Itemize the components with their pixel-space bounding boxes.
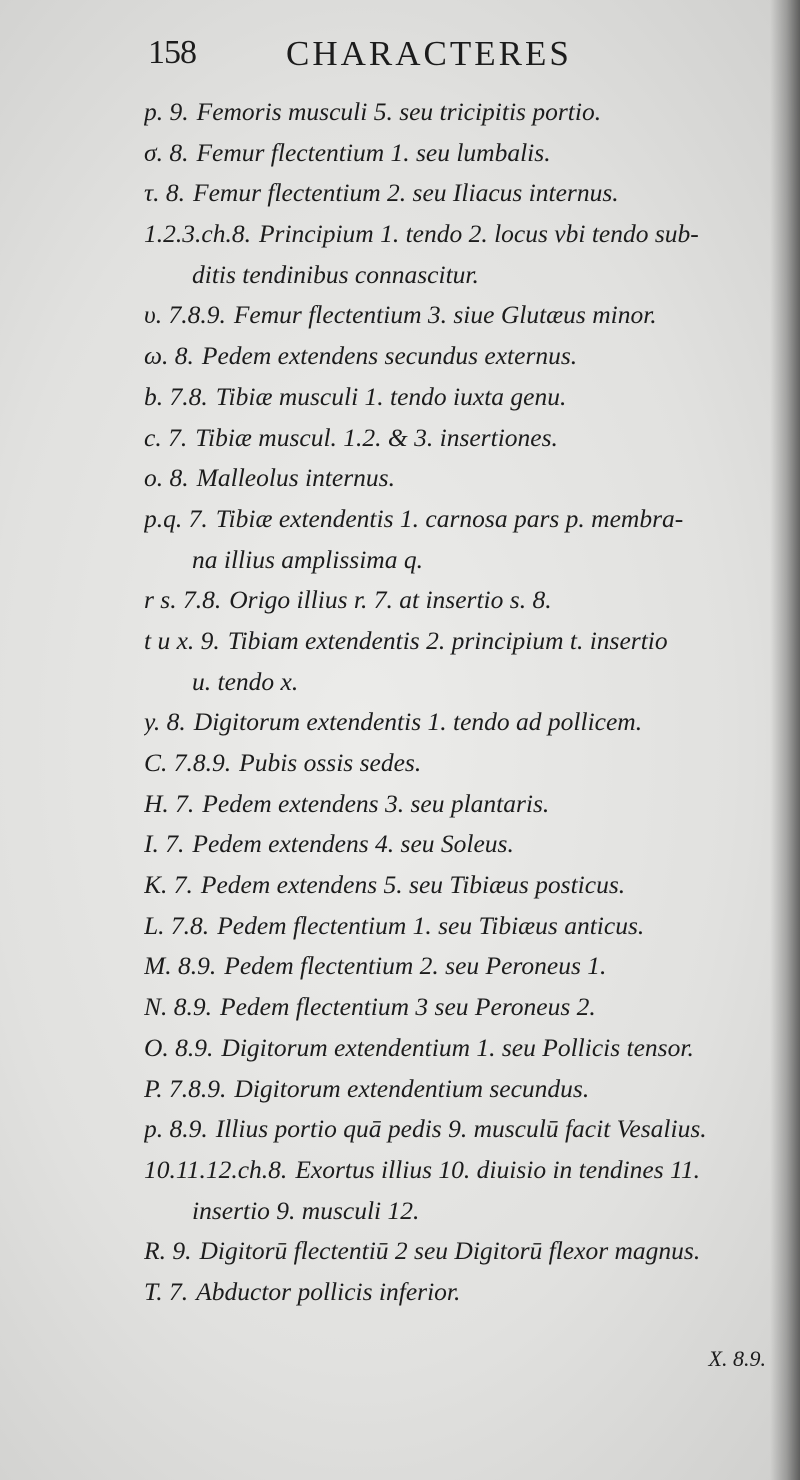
- entry-key: R. 9.: [144, 1236, 192, 1266]
- entry-text: Pedem extendens 4. seu Soleus.: [192, 829, 514, 859]
- entry-key: p. 8.9.: [144, 1114, 208, 1144]
- entry-line: [144, 499, 784, 540]
- entry-key: υ. 7.8.9.: [144, 300, 226, 330]
- entry-text: Tibiæ muscul. 1.2. & 3. insertiones.: [195, 422, 558, 452]
- entry-text: Digitorum extendentis 1. tendo ad pollicem.: [193, 707, 643, 737]
- entry-text: Femoris musculi 5. seu tricipitis portio.: [196, 97, 602, 126]
- entry-key: y. 8.: [144, 707, 186, 737]
- entry-text: insertio 9. musculi 12.: [192, 1195, 420, 1225]
- entry-key: T. 7.: [144, 1276, 189, 1306]
- entry-line: [144, 1231, 784, 1272]
- entry-text: Pedem flectentium 3 seu Peroneus 2.: [220, 992, 596, 1022]
- entry-key: M. 8.9.: [144, 951, 217, 981]
- entry-line: [144, 92, 784, 133]
- entry-key: o. 8.: [144, 463, 189, 493]
- entry-list: [144, 92, 784, 1313]
- entry-text: Femur flectentium 2. seu Iliacus internus.: [193, 178, 619, 208]
- entry-line: [144, 377, 784, 418]
- entry-text: Digitorum extendentium 1. seu Pollicis tensor.: [221, 1032, 694, 1062]
- entry-line: [144, 173, 784, 214]
- entry-text: Tibiæ musculi 1. tendo iuxta genu.: [215, 381, 567, 411]
- entry-key: I. 7.: [144, 829, 185, 859]
- entry-line: [144, 1028, 784, 1069]
- entry-line: [144, 418, 784, 459]
- entry-key: τ. 8.: [144, 178, 186, 208]
- entry-line: [144, 1150, 784, 1191]
- entry-text: Tibiæ extendentis 1. carnosa pars p. membra-: [215, 503, 684, 533]
- page-gutter-shadow: [770, 0, 800, 1480]
- entry-line: [144, 336, 784, 377]
- entry-text: Abductor pollicis inferior.: [196, 1276, 461, 1306]
- entry-line: [144, 784, 784, 825]
- entry-line: [144, 295, 784, 336]
- entry-key: C. 7.8.9.: [144, 748, 232, 777]
- entry-line: [144, 906, 784, 947]
- entry-key: L. 7.8.: [144, 910, 210, 940]
- entry-line: [144, 214, 784, 255]
- entry-text: Principium 1. tendo 2. locus vbi tendo sub-: [258, 219, 699, 249]
- entry-line: [144, 458, 784, 499]
- entry-line: [144, 621, 784, 662]
- entry-text: Digitorum extendentium secundus.: [234, 1073, 590, 1103]
- entry-key: 1.2.3.ch.8.: [144, 219, 251, 249]
- entry-text: Pedem flectentium 2. seu Peroneus 1.: [224, 951, 607, 981]
- entry-line: [144, 133, 784, 174]
- entry-text: na illius amplissima q.: [192, 544, 423, 574]
- entry-text: Pedem flectentium 1. seu Tibiæus anticus.: [217, 910, 645, 940]
- entry-key: K. 7.: [144, 870, 193, 900]
- entry-text: u. tendo x.: [192, 666, 299, 696]
- entry-key: 10.11.12.ch.8.: [144, 1154, 288, 1184]
- running-head: CHARACTERES: [286, 34, 572, 73]
- entry-key: t u x. 9.: [144, 625, 220, 655]
- entry-key: p.q. 7.: [144, 503, 208, 533]
- entry-text: Malleolus internus.: [196, 463, 395, 493]
- entry-line: [144, 946, 784, 987]
- entry-line: [144, 1109, 784, 1150]
- page-header: [148, 26, 668, 82]
- entry-text: Femur flectentium 1. seu lumbalis.: [196, 137, 551, 167]
- entry-text: Digitorū flectentiū 2 seu Digitorū flexor magnus.: [199, 1236, 701, 1266]
- entry-text: Pedem extendens 3. seu plantaris.: [202, 788, 550, 818]
- entry-key: H. 7.: [144, 788, 195, 818]
- entry-text: Pubis ossis sedes.: [239, 748, 422, 777]
- entry-line: [144, 255, 784, 296]
- entry-key: r s. 7.8.: [144, 585, 222, 615]
- entry-text: ditis tendinibus connascitur.: [192, 259, 479, 289]
- entry-key: P. 7.8.9.: [144, 1073, 227, 1103]
- entry-key: ω. 8.: [144, 341, 194, 371]
- entry-line: [144, 865, 784, 906]
- entry-text: Illius portio quā pedis 9. musculū facit Vesalius.: [215, 1114, 707, 1144]
- entry-line: [144, 1272, 784, 1313]
- entry-text: Pedem extendens 5. seu Tibiæus posticus.: [200, 870, 626, 900]
- entry-key: O. 8.9.: [144, 1032, 214, 1062]
- entry-line: [144, 824, 784, 865]
- entry-text: Origo illius r. 7. at insertio s. 8.: [229, 585, 552, 615]
- entry-line: [144, 1191, 784, 1232]
- entry-line: [144, 987, 784, 1028]
- entry-line: [144, 1069, 784, 1110]
- catchword: X. 8.9.: [708, 1346, 766, 1371]
- entry-key: p. 9.: [144, 97, 189, 126]
- entry-text: Pedem extendens secundus externus.: [201, 341, 578, 371]
- entry-key: c. 7.: [144, 422, 188, 452]
- entry-line: [144, 540, 784, 581]
- entry-line: [144, 580, 784, 621]
- entry-key: σ. 8.: [144, 137, 189, 167]
- entry-line: [144, 662, 784, 703]
- entry-key: N. 8.9.: [144, 992, 213, 1022]
- entry-line: [144, 702, 784, 743]
- entry-line: [144, 743, 784, 784]
- entry-text: Femur flectentium 3. siue Glutæus minor.: [233, 300, 657, 330]
- page-number: 158: [148, 34, 196, 71]
- entry-text: Tibiam extendentis 2. principium t. insertio: [227, 625, 668, 655]
- entry-key: b. 7.8.: [144, 381, 208, 411]
- entry-text: Exortus illius 10. diuisio in tendines 11.: [295, 1154, 701, 1184]
